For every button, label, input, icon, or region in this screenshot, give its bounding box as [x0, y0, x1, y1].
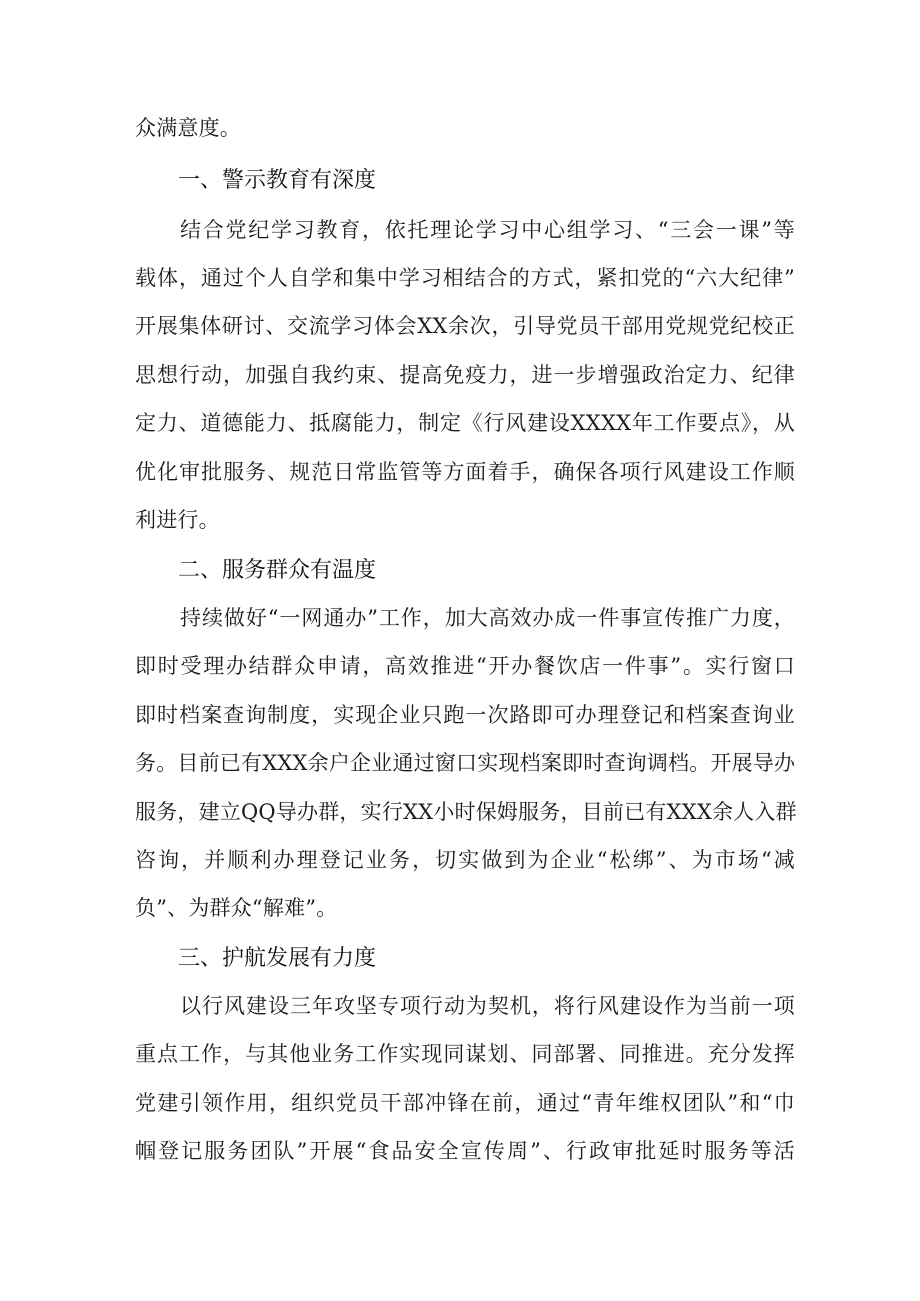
paragraph-line: 开展集体研讨、交流学习体会XX余次，引导党员干部用党规党纪校正 — [135, 314, 795, 338]
paragraph-line: 重点工作，与其他业务工作实现同谋划、同部署、同推进。充分发挥 — [135, 1042, 795, 1066]
section-heading-1: 一、警示教育有深度 — [178, 168, 377, 193]
paragraph-line: 利进行。 — [135, 508, 220, 532]
paragraph-line: 结合党纪学习教育，依托理论学习中心组学习、“三会一课”等 — [180, 218, 795, 242]
paragraph-line: 即时档案查询制度，实现企业只跑一次路即可办理登记和档案查询业 — [135, 703, 795, 727]
section-heading-3: 三、护航发展有力度 — [178, 946, 377, 971]
section-heading-2: 二、服务群众有温度 — [178, 558, 377, 583]
paragraph-line: 负”、为群众“解难”。 — [135, 896, 338, 920]
paragraph-line: 以行风建设三年攻坚专项行动为契机，将行风建设作为当前一项 — [180, 994, 795, 1018]
paragraph-line: 定力、道德能力、抵腐能力，制定《行风建设XXXX年工作要点》，从 — [135, 411, 795, 435]
paragraph-line: 优化审批服务、规范日常监管等方面着手，确保各项行风建设工作顺 — [135, 460, 795, 484]
paragraph-line: 思想行动，加强自我约束、提高免疫力，进一步增强政治定力、纪律 — [135, 363, 795, 387]
paragraph-line: 即时受理办结群众申请，高效推进“开办餐饮店一件事”。实行窗口 — [135, 654, 795, 678]
paragraph-line: 咨询，并顺利办理登记业务，切实做到为企业“松绑”、为市场“减 — [135, 848, 795, 872]
paragraph-line: 众满意度。 — [135, 116, 241, 140]
paragraph-line: 载体，通过个人自学和集中学习相结合的方式，紧扣党的“六大纪律” — [135, 266, 795, 290]
paragraph-line: 务。目前已有XXX余户企业通过窗口实现档案即时查询调档。开展导办 — [135, 751, 796, 775]
paragraph-line: 持续做好“一网通办”工作，加大高效办成一件事宣传推广力度， — [180, 606, 795, 630]
paragraph-line: 服务，建立QQ导办群，实行XX小时保姆服务，目前已有XXX余人入群 — [135, 800, 797, 824]
paragraph-line: 帼登记服务团队”开展“食品安全宣传周”、行政审批延时服务等活 — [135, 1139, 795, 1163]
paragraph-line: 党建引领作用，组织党员干部冲锋在前，通过“青年维权团队”和“巾 — [135, 1091, 795, 1115]
